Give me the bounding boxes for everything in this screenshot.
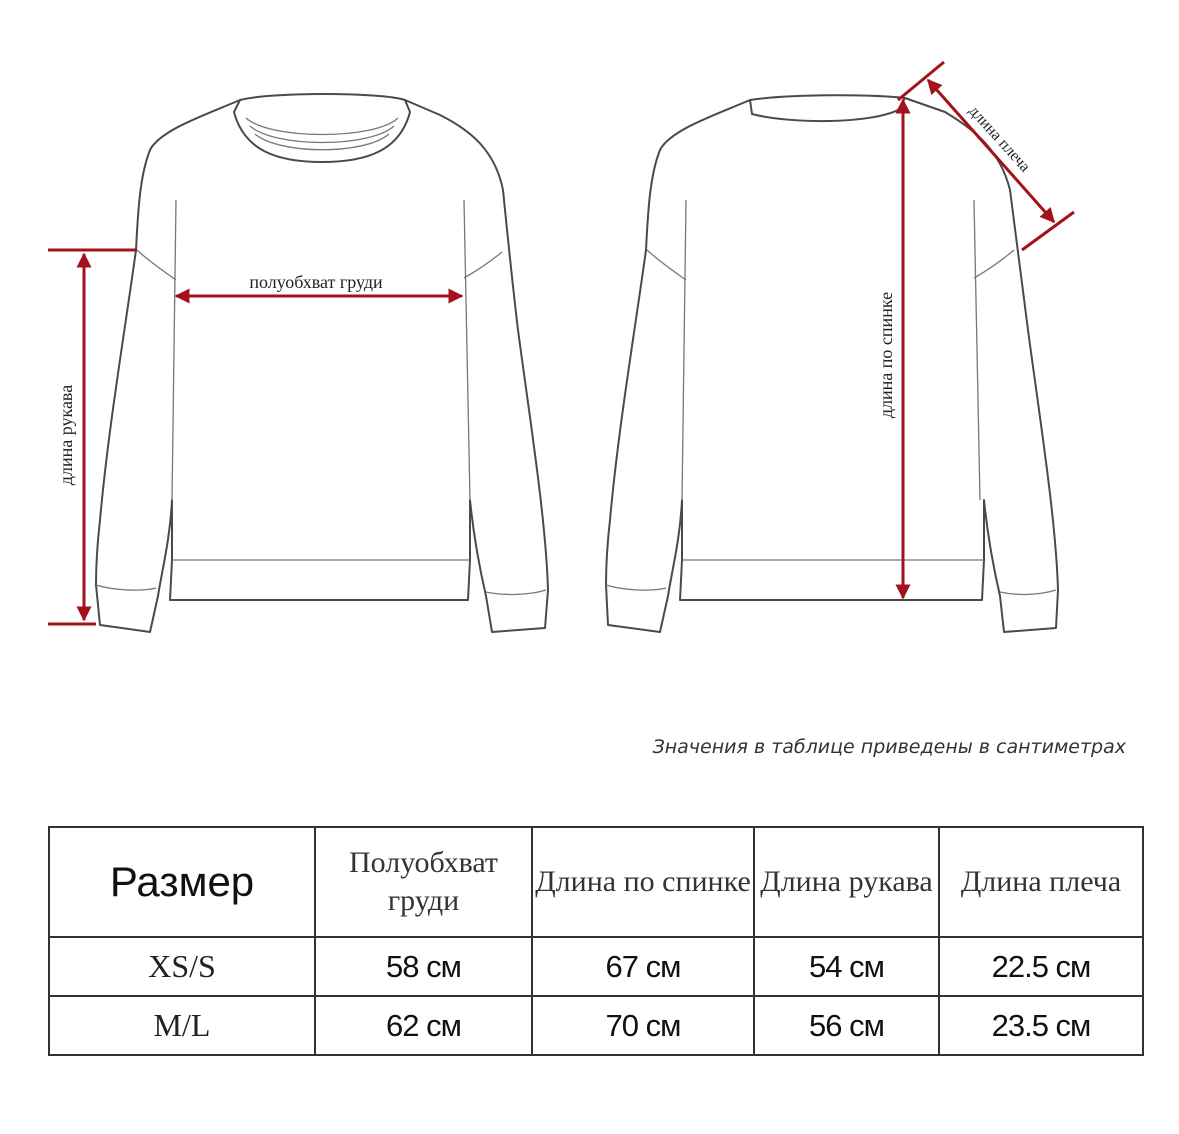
header-chest: Полуобхват груди	[315, 827, 532, 937]
shoulder-length-cell: 22.5 см	[939, 937, 1143, 996]
back-length-cell: 67 см	[532, 937, 754, 996]
shoulder-label: длина плеча	[965, 102, 1034, 176]
shoulder-length-cell: 23.5 см	[939, 996, 1143, 1055]
chest-cell: 62 см	[315, 996, 532, 1055]
header-sleeve-length: Длина рукава	[754, 827, 939, 937]
header-back-length: Длина по спинке	[532, 827, 754, 937]
table-row	[49, 996, 1143, 1055]
sleeve-length-cell: 56 см	[754, 996, 939, 1055]
header-size: Размер	[49, 827, 315, 937]
units-note: Значения в таблице приведены в сантиметрах	[652, 736, 1126, 758]
size-cell: M/L	[49, 996, 315, 1055]
back-length-cell: 70 см	[532, 996, 754, 1055]
front-view-sketch	[96, 94, 548, 632]
chest-cell: 58 см	[315, 937, 532, 996]
table-row	[49, 937, 1143, 996]
sleeve-length-cell: 54 см	[754, 937, 939, 996]
header-shoulder-length: Длина плеча	[939, 827, 1143, 937]
table-header-row	[49, 827, 1143, 937]
size-cell: XS/S	[49, 937, 315, 996]
back-length-label: длина по спинке	[876, 291, 896, 419]
back-view-sketch	[606, 95, 1058, 632]
size-table	[48, 826, 1144, 1056]
sleeve-label: длина рукава	[56, 384, 76, 486]
chest-label: полуобхват груди	[249, 272, 383, 292]
